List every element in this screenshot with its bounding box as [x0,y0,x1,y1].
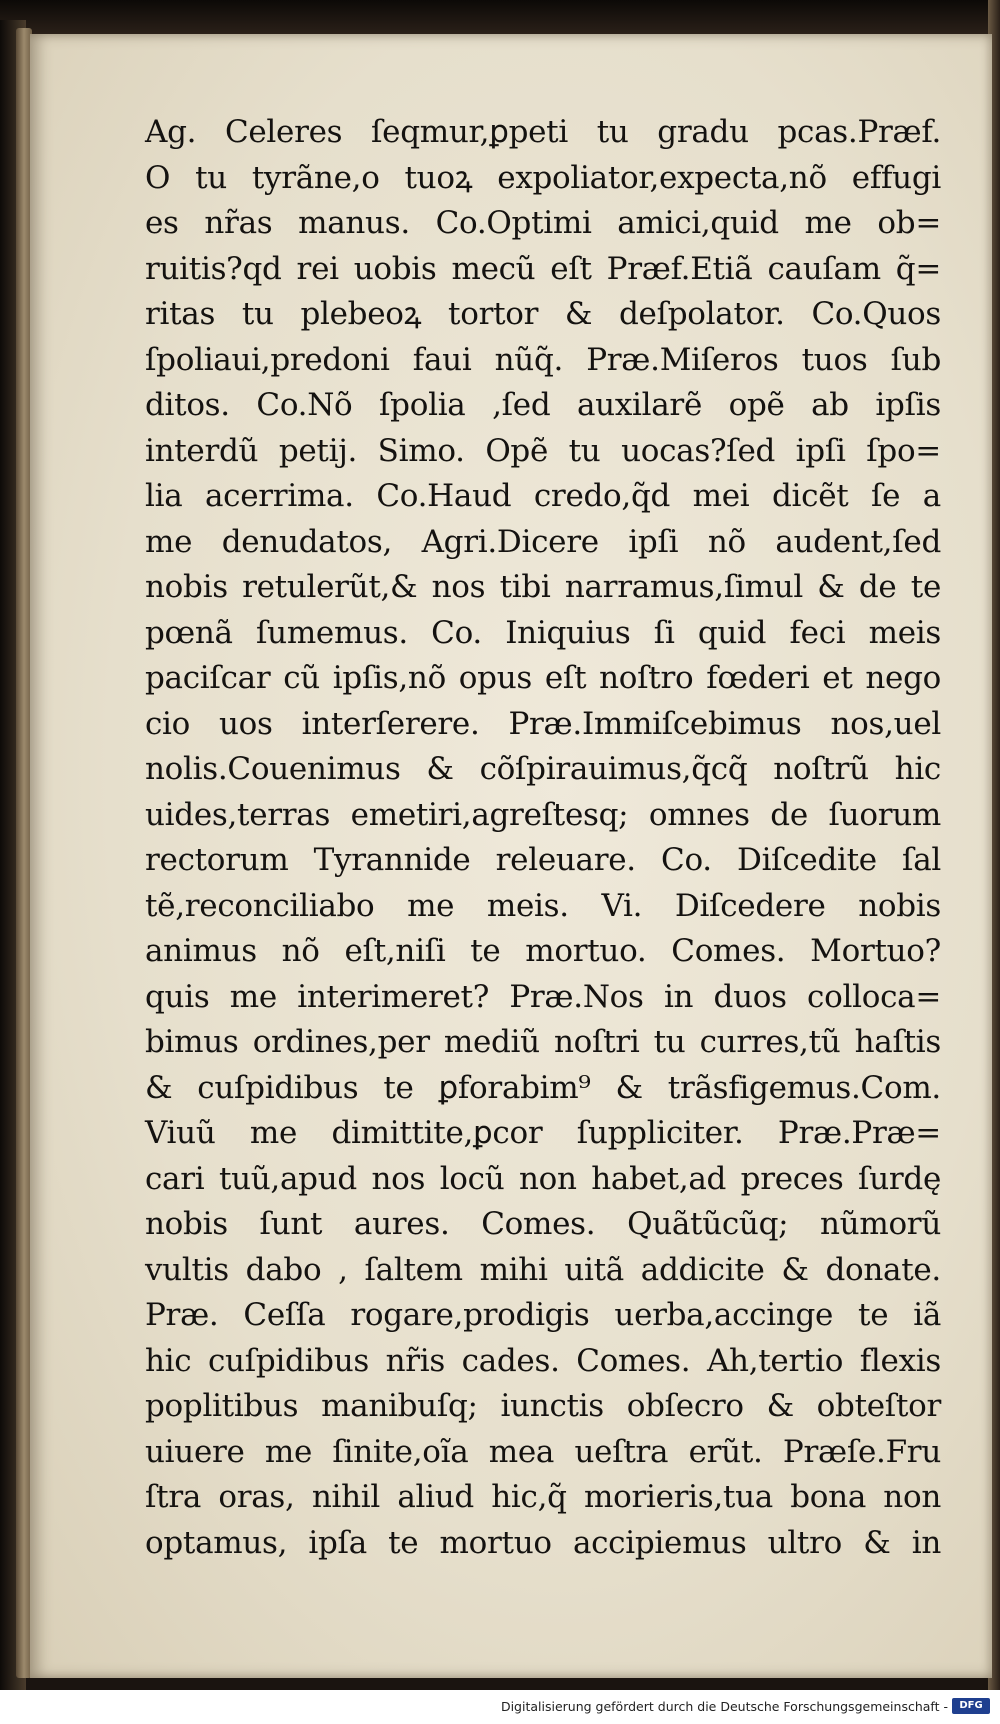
text-line: interdũ petij. Simo. Opẽ tu uocas?ſed ipſi ſpo= [145,432,941,469]
text-line: ſtra oras, nihil aliud hic,q̃ morieris,tua bona non [145,1479,941,1515]
text-line: Ag. Celeres ſeqmur,ꝑpeti tu gradu pcas.Præf. [145,114,941,150]
text-line: ditos. Co.Nõ ſpolia ,ſed auxilarẽ opẽ ab ipſis [145,387,941,423]
text-line: nobis ſunt aures. Comes. Quãtũcũq; nũmorũ [145,1206,941,1242]
text-line: me denudatos, Agri.Dicere ipſi nõ audent,ſed [145,523,941,560]
text-line: nobis retulerũt,& nos tibi narramus,ſimul & de te [145,569,941,605]
text-line: Viuũ me dimittite,ꝑcor ſuppliciter. Præ.Præ= [145,1115,941,1151]
text-line: paciſcar cũ ipſis,nõ opus eſt noſtro fœderi et nego [145,660,941,696]
text-line: vultis dabo , ſaltem mihi uitã addicite & donate. [145,1251,941,1288]
text-line: bimus ordines,per mediũ noſtri tu curres,tũ haſtis [145,1024,941,1060]
text-line: quis me interimeret? Præ.Nos in duos colloca= [145,978,941,1015]
text-line: Præ. Ceſſa rogare,prodigis uerba,accinge te iã [145,1297,941,1333]
text-line: cio uos interſerere. Præ.Immiſcebimus nos,uel [145,705,941,742]
book-cover-top [0,0,1000,34]
footer-credit: Digitalisierung gefördert durch die Deutsche Forschungsgemeinschaft - [500,1699,948,1714]
text-line: lia acerrima. Co.Haud credo,q̃d mei dicẽt ſe a [145,478,941,514]
text-block [145,110,941,1566]
text-line: hic cuſpidibus nr̃is cades. Comes. Ah,tertio flexis [145,1342,941,1379]
text-line: optamus, ipſa te mortuo accipiemus ultro & in [145,1524,941,1561]
text-line: ruitis?qd rei uobis mecũ eſt Præf.Etiã cauſam q̃= [145,250,941,287]
footer-bar [0,1690,1000,1724]
text-line: rectorum Tyrannide releuare. Co. Diſcedite ſal [145,842,941,878]
text-line: O tu tyrãne,o tuoꝝ expoliator,expecta,nõ effugi [145,159,941,196]
text-line: tẽ,reconciliabo me meis. Vi. Diſcedere nobis [145,887,941,924]
text-line: & cuſpidibus te ꝑforabim⁹ & trãsfigemus.Com. [145,1069,941,1106]
text-line: ſpoliaui,predoni faui nũq̃. Præ.Miſeros tuos ſub [145,341,941,378]
text-line: uiuere me ſinite,oĩa mea ueſtra erũt. Præſe.Fru [145,1433,941,1470]
text-line: es nr̃as manus. Co.Optimi amici,quid me ob= [145,205,941,241]
text-line: uides,terras emetiri,agreſtesq; omnes de ſuorum [145,796,941,833]
dfg-logo[interactable]: DFG [952,1698,990,1714]
text-line: ritas tu plebeoꝝ tortor & deſpolator. Co.Quos [145,296,941,332]
text-line: animus nõ eſt,niſi te mortuo. Comes. Mortuo? [145,933,941,969]
text-line: nolis.Couenimus & cõſpirauimus,q̃cq̃ noſtrũ hic [145,751,941,787]
text-line: pœnã ſumemus. Co. Iniquius ſi quid feci meis [145,614,941,651]
text-line: cari tuũ,apud nos locũ non habet,ad preces ſurdę [145,1160,941,1197]
text-line: poplitibus manibuſq; iunctis obſecro & obteſtor [145,1388,941,1424]
